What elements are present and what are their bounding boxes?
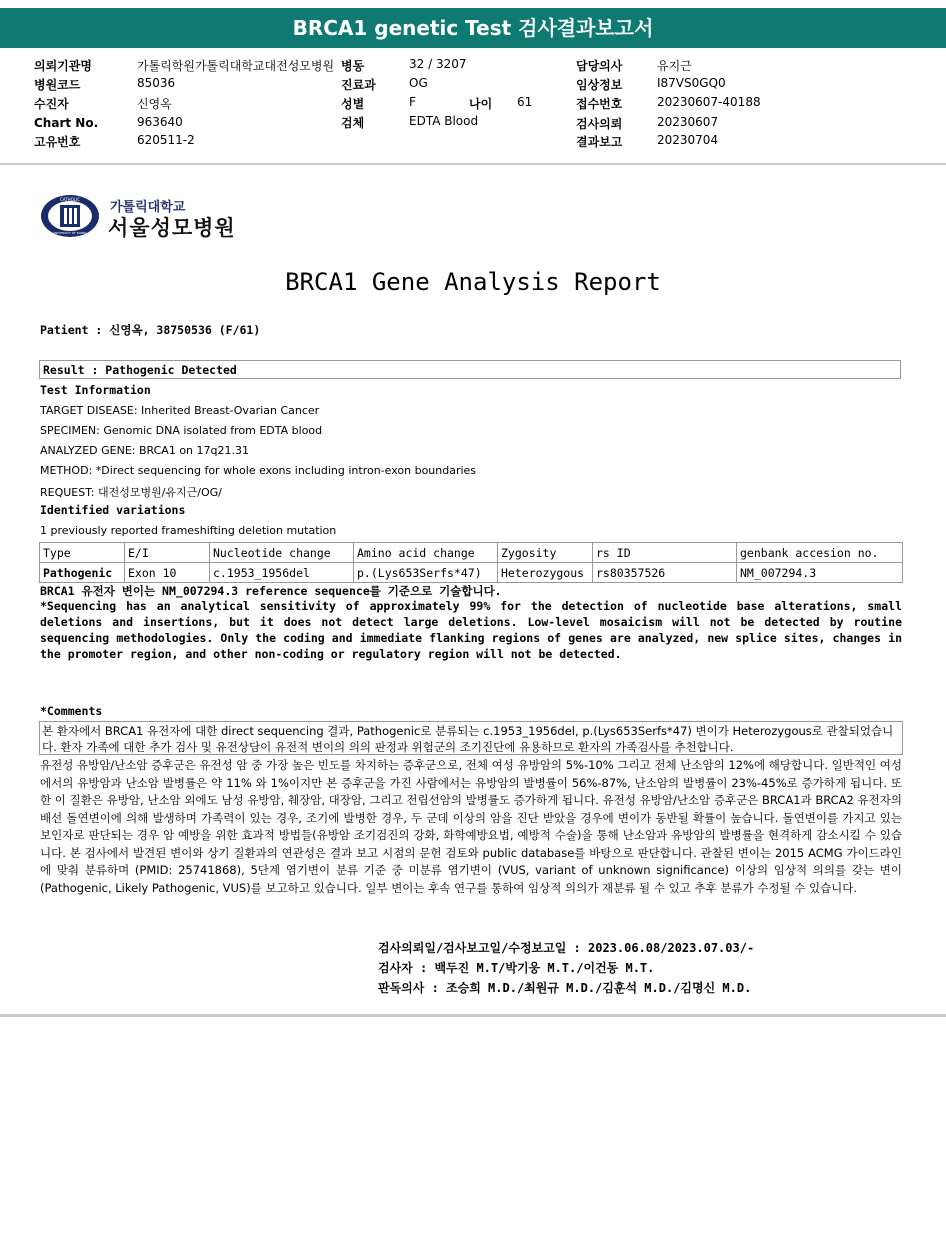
cell-rsid: rs80357526 — [593, 563, 737, 583]
sensitivity-note: *Sequencing has an analytical sensitivity of approximately 99% for the detection of nucleotide base alterations, small deletions and insertions, but it does not detect large deletions. Low-level mosaicism will not be detected by routine sequencing methodologies. Only the coding and immediate flanking regions of genes are analyzed, new splice sites, changes in the promoter region, and other non-coding or regulatory region will not be detected. — [40, 599, 909, 661]
unique-label: 고유번호 — [34, 135, 81, 149]
logo-hospital-name: 서울성모병원 — [108, 216, 236, 240]
clinical-info-label: 임상정보 — [576, 78, 623, 92]
header-cell-genbank: genbank accesion no. — [737, 543, 903, 563]
patient-line: Patient : 신영옥, 38750536 (F/61) — [40, 323, 261, 337]
reference-note: BRCA1 유전자 변이는 NM_007294.3 reference sequence를 기준으로 기술합니다. — [40, 584, 502, 598]
ward-value: 32 / 3207 — [409, 57, 467, 71]
testers-line: 검사자 : 백두진 M.T/박기웅 M.T./이건동 M.T. — [378, 961, 655, 975]
header-cell-rsid: rs ID — [593, 543, 737, 563]
cell-ei: Exon 10 — [125, 563, 210, 583]
cell-amino-acid: p.(Lys653Serfs*47) — [354, 563, 498, 583]
chart-value: 963640 — [137, 115, 183, 129]
institution-value: 가톨릭학원가톨릭대학교대전성모병원 — [137, 59, 335, 73]
report-date-value: 20230704 — [657, 133, 719, 147]
sex-label: 성별 — [341, 97, 365, 111]
emblem-text-top: CATHOLIC — [59, 197, 81, 202]
dept-value: OG — [409, 76, 428, 90]
report-body — [0, 170, 946, 1010]
cell-nucleotide: c.1953_1956del — [210, 563, 354, 583]
table-row — [40, 563, 903, 583]
variant-table-header — [40, 543, 903, 563]
specimen-label: 검체 — [341, 116, 365, 130]
age-value: 61 — [517, 95, 533, 109]
footer-divider — [0, 1014, 946, 1017]
header-divider — [0, 163, 946, 165]
catholic-university-emblem-icon — [40, 194, 100, 238]
doctor-label: 담당의사 — [576, 59, 623, 73]
cell-type: Pathogenic — [40, 563, 125, 583]
identified-summary: 1 previously reported frameshifting deletion mutation — [40, 524, 337, 537]
chart-label: Chart No. — [34, 116, 99, 130]
doctor-value: 유지근 — [657, 59, 692, 73]
dept-label: 진료과 — [341, 78, 376, 92]
result-box — [39, 360, 901, 379]
clinical-info-value: I87VS0GQ0 — [657, 76, 726, 90]
patient-value: 신영옥 — [137, 97, 172, 111]
request-info: REQUEST: 대전성모병원/유지근/OG/ — [40, 486, 222, 499]
institution-label: 의뢰기관명 — [34, 59, 92, 73]
receipt-label: 접수번호 — [576, 97, 623, 111]
doctors-line: 판독의사 : 조승희 M.D./최원규 M.D./김훈석 M.D./김명신 M.D. — [378, 981, 752, 995]
sex-value: F — [409, 95, 416, 109]
report-title: BRCA1 Gene Analysis Report — [285, 268, 661, 296]
dates-line: 검사의뢰일/검사보고일/수정보고일 : 2023.06.08/2023.07.03/- — [378, 941, 755, 955]
analyzed-gene: ANALYZED GENE: BRCA1 on 17q21.31 — [40, 444, 249, 457]
report-header-title: BRCA1 genetic Test 검사결과보고서 — [0, 8, 946, 48]
report-date-label: 결과보고 — [576, 135, 623, 149]
ward-label: 병동 — [341, 59, 365, 73]
hospital-code-label: 병원코드 — [34, 78, 81, 92]
comments-heading: *Comments — [40, 704, 103, 718]
comment-body: 유전성 유방암/난소암 증후군은 유전성 암 중 가장 높은 빈도를 차지하는 증후군으로, 전체 여성 유방암의 5%-10% 그리고 전체 난소암의 12%에 해당합니다. 일반적인 여성에서의 유방암과 난소암 발병률은 약 11% 와 1%이지만 본 증후군을 가진 사람에서는 유방암의 발병률이 56%-87%, 난소암의 발병률이 23%-45%로 증가하게 됩니다. 또한 이 질환은 유방암, 난소암 외에도 남성 유방암, 췌장암, 대장암, 그리고 전립선암의 발병률도 증가하게 됩니다. 유전성 유방암/난소암 증후군은 BRCA1과 BRCA2 유전자의 배선 돌연변이에 의해 발생하며 가족력이 있는 경우, 조기에 발병한 경우, 두 군데 이상의 암을 진단 받았을 경우에 변이가 동반될 확률이 높습니다. 돌연변이를 가지고 있는 보인자로 판단되는 경우 암 예방을 위한 효과적 방법들(유방암 조기검진의 강화, 화학예방요법, 예방적 수술)을 통해 난소암과 유방암의 발병률을 현격하게 감소시킬 수 있습니다. 본 검사에서 발견된 변이와 상기 질환과의 연관성은 결과 보고 시점의 문헌 검토와 public database를 바탕으로 판단합니다. 관찰된 변이는 2015 ACMG 가이드라인에 맞춰 분류하며 (PMID: 25741868), 5단계 염기변이 분류 기준 중 미분류 염기변이 (VUS, variant of unknown significance) 이상의 임상적 의의를 갖는 변이 (Pathogenic, Likely Pathogenic, VUS)를 보고하고 있습니다. 일부 변이는 후속 연구를 통하여 임상적 의의가 재분류 될 수 있고 추후 분류가 수정될 수 있습니다. — [40, 758, 902, 895]
header-cell-ei: E/I — [125, 543, 210, 563]
variant-table — [39, 542, 903, 583]
header-cell-type: Type — [40, 543, 125, 563]
patient-label: 수진자 — [34, 97, 69, 111]
unique-value: 620511-2 — [137, 133, 195, 147]
test-info-heading: Test Information — [40, 383, 151, 397]
receipt-value: 20230607-40188 — [657, 95, 761, 109]
specimen-value: EDTA Blood — [409, 114, 479, 128]
cell-genbank: NM_007294.3 — [737, 563, 903, 583]
request-label: 검사의뢰 — [576, 117, 623, 131]
request-value: 20230607 — [657, 115, 719, 129]
hospital-logo — [40, 194, 240, 242]
header-cell-amino-acid: Amino acid change — [354, 543, 498, 563]
age-label: 나이 — [469, 97, 493, 111]
header-cell-zygosity: Zygosity — [498, 543, 593, 563]
target-disease: TARGET DISEASE: Inherited Breast-Ovarian Cancer — [40, 404, 320, 417]
logo-university-name: 가톨릭대학교 — [110, 200, 186, 215]
specimen-info: SPECIMEN: Genomic DNA isolated from EDTA blood — [40, 424, 323, 437]
header-cell-nucleotide: Nucleotide change — [210, 543, 354, 563]
result-text: Result : Pathogenic Detected — [43, 363, 237, 377]
identified-heading: Identified variations — [40, 503, 186, 517]
header-info — [0, 52, 946, 150]
cell-zygosity: Heterozygous — [498, 563, 593, 583]
comment-summary: 본 환자에서 BRCA1 유전자에 대한 direct sequencing 결과, Pathogenic로 분류되는 c.1953_1956del, p.(Lys653Serfs*47) 변이가 Heterozygous로 관찰되었습니다. 환자 가족에 대한 추가 검사 및 유전상담이 유전적 변이의 의의 판정과 위험군의 조기진단에 유용하므로 환자의 가족검사를 추천합니다. — [42, 724, 894, 754]
emblem-text-bottom: UNIVERSITY OF KOREA — [52, 231, 88, 235]
hospital-code-value: 85036 — [137, 76, 176, 90]
method-info: METHOD: *Direct sequencing for whole exons including intron-exon boundaries — [40, 464, 477, 477]
comment-summary-box — [39, 721, 903, 755]
